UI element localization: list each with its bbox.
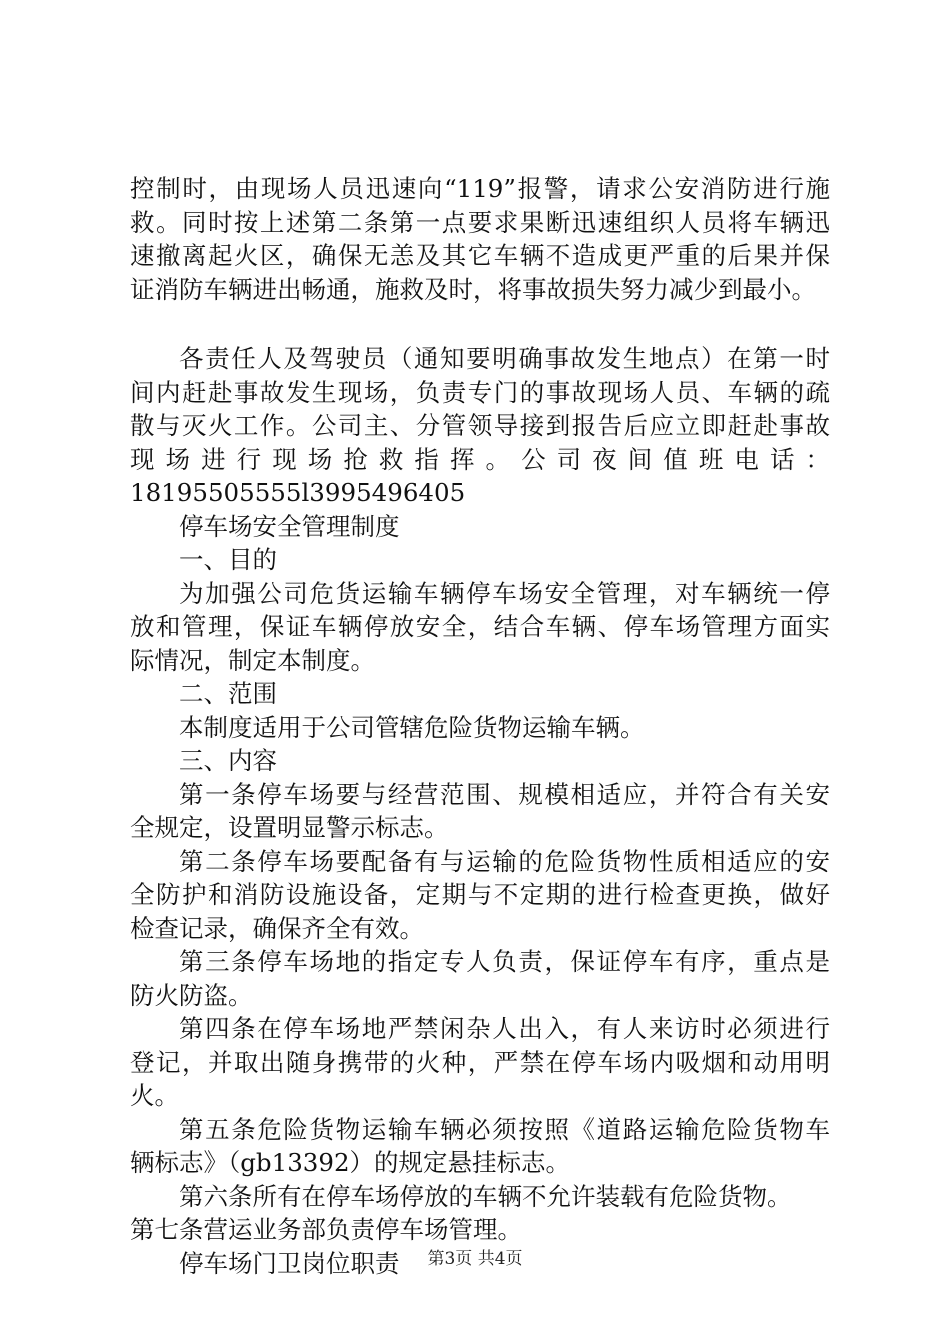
text-line: 各责任人及驾驶员（通知要明确事故发生地点）在第一时 xyxy=(179,344,830,373)
text-line: 第四条在停车场地严禁闲杂人出入，有人来访时必须进行 xyxy=(179,1014,830,1043)
text-line: 第六条所有在停车场停放的车辆不允许装载有危险货物。 xyxy=(179,1181,792,1211)
text-line: 第七条营运业务部负责停车场管理。 xyxy=(130,1215,522,1244)
phone-number-line: 18195505555l3995496405 xyxy=(130,478,466,507)
text-line: 为加强公司危货运输车辆停车场安全管理，对车辆统一停 xyxy=(179,578,830,608)
section-heading: 一、目的 xyxy=(179,545,277,574)
text-line: 散与灭火工作。公司主、分管领导接到报告后应立即赶赴事故 xyxy=(130,411,830,440)
section-title: 停车场安全管理制度 xyxy=(179,511,400,541)
text-line: 速撤离起火区，确保无恙及其它车辆不造成更严重的后果并保 xyxy=(130,241,830,270)
text-line: 全规定，设置明显警示标志。 xyxy=(130,813,449,842)
text-line: 防火防盗。 xyxy=(130,980,253,1010)
paragraph-gap xyxy=(130,306,830,342)
page-footer: 第3页 共4页 xyxy=(427,1249,523,1269)
section-heading: 二、范围 xyxy=(179,679,277,708)
text-line: 现场进行现场抢救指挥。公司夜间值班电话： xyxy=(130,444,830,474)
text-line: 第一条停车场要与经营范围、规模相适应，并符合有关安 xyxy=(179,779,830,809)
section-heading: 三、内容 xyxy=(179,746,277,775)
text-line: 第三条停车场地的指定专人负责，保证停车有序，重点是 xyxy=(179,947,830,976)
text-line: 控制时，由现场人员迅速向“119”报警，请求公安消防进行施 xyxy=(130,174,830,203)
text-line: 第二条停车场要配备有与运输的危险货物性质相适应的安 xyxy=(179,846,830,876)
text-line: 间内赶赴事故发生现场，负责专门的事故现场人员、车辆的疏 xyxy=(130,377,830,407)
text-line: 全防护和消防设施设备，定期与不定期的进行检查更换，做好 xyxy=(130,880,830,909)
document-body xyxy=(130,172,830,1280)
text-line: 际情况，制定本制度。 xyxy=(130,645,375,675)
text-line: 检查记录，确保齐全有效。 xyxy=(130,913,424,943)
section-title: 停车场门卫岗位职责 xyxy=(179,1248,400,1278)
text-line: 登记，并取出随身携带的火种，严禁在停车场内吸烟和动用明 xyxy=(130,1047,830,1077)
text-line: 第五条危险货物运输车辆必须按照《道路运输危险货物车 xyxy=(179,1114,830,1144)
text-line: 辆标志》（gb13392）的规定悬挂标志。 xyxy=(130,1148,571,1177)
text-line: 证消防车辆进出畅通，施救及时，将事故损失努力减少到最小。 xyxy=(130,274,816,304)
text-line: 火。 xyxy=(130,1081,179,1110)
text-line: 本制度适用于公司管辖危险货物运输车辆。 xyxy=(179,712,645,742)
text-line: 救。同时按上述第二条第一点要求果断迅速组织人员将车辆迅 xyxy=(130,207,830,237)
text-line: 放和管理，保证车辆停放安全，结合车辆、停车场管理方面实 xyxy=(130,612,830,641)
